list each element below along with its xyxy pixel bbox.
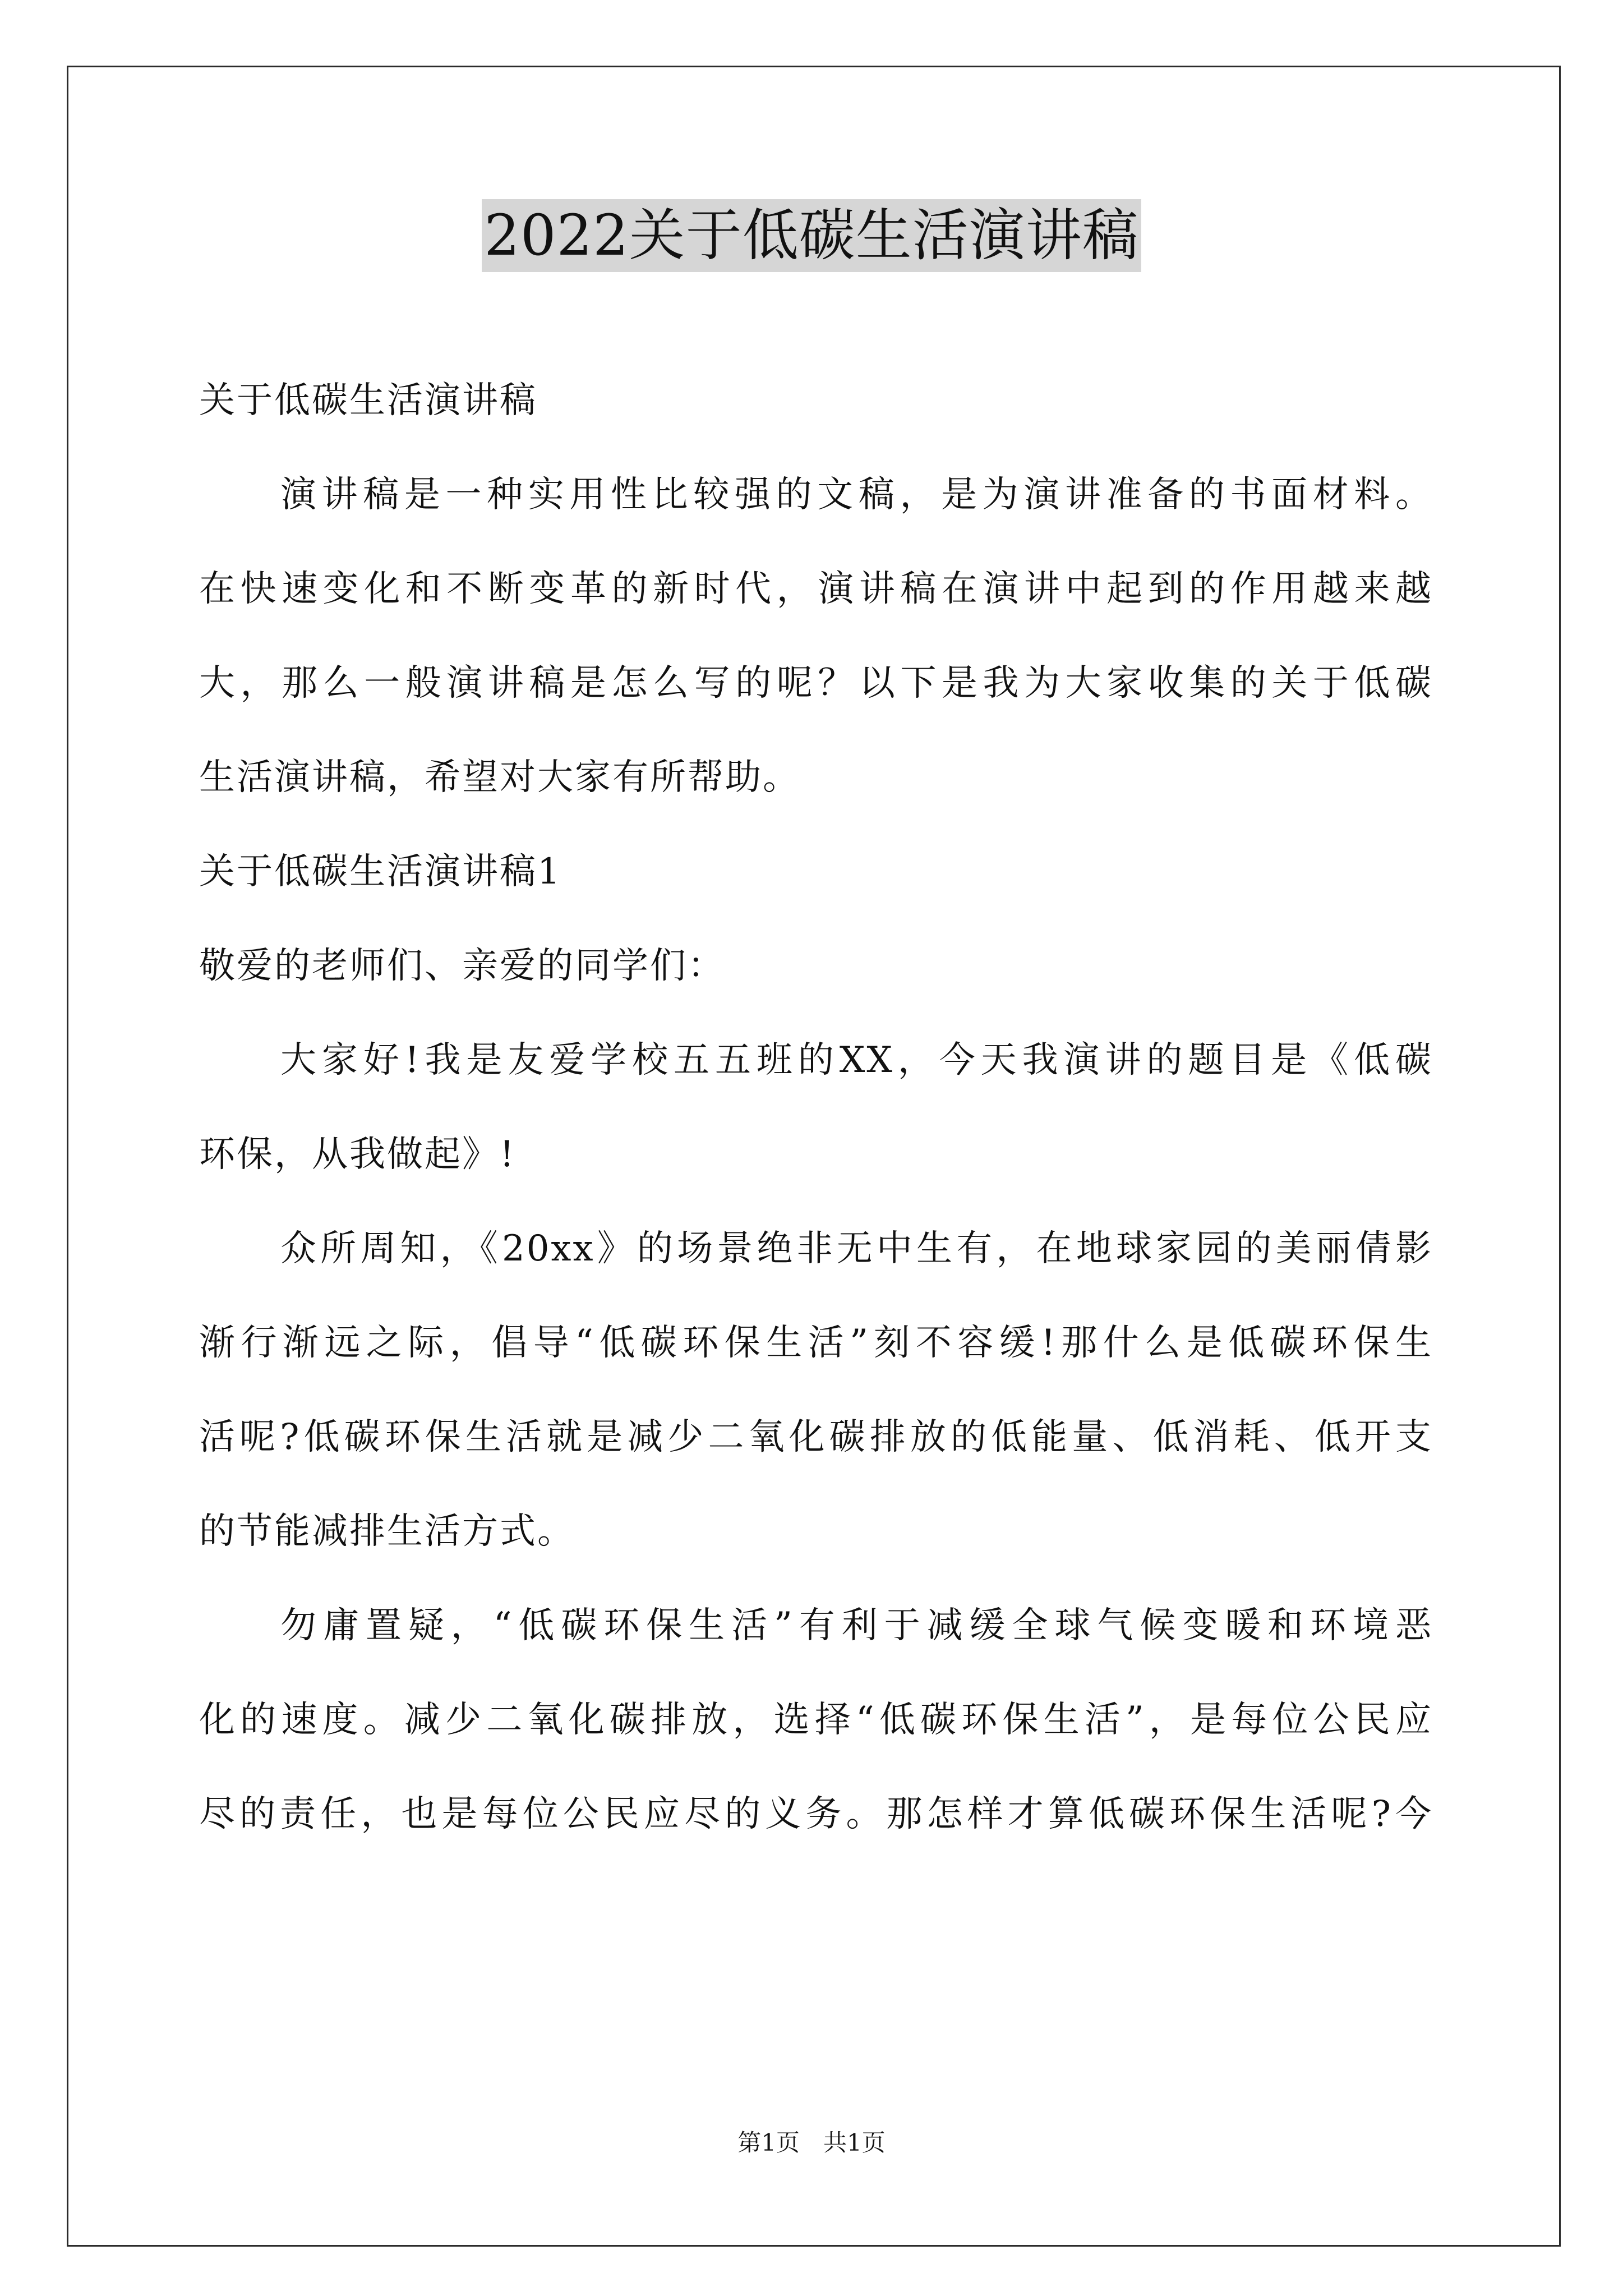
paragraph-line: 众所周知，《20xx》的场景绝非无中生有，在地球家园的美丽倩影 [280, 1228, 1433, 1269]
paragraph-line: 演讲稿是一种实用性比较强的文稿，是为演讲准备的书面材料。 [280, 474, 1433, 516]
paragraph-line: 大，那么一般演讲稿是怎么写的呢？以下是我为大家收集的关于低碳 [199, 662, 1433, 704]
title-container [0, 199, 1623, 272]
document-body [199, 353, 1433, 1861]
document-title: 2022关于低碳生活演讲稿 [482, 199, 1141, 272]
paragraph-line: 大家好!我是友爱学校五五班的XX，今天我演讲的题目是《低碳 [280, 1039, 1433, 1081]
section-heading: 关于低碳生活演讲稿 [199, 380, 537, 421]
paragraph-line: 生活演讲稿，希望对大家有所帮助。 [199, 757, 800, 798]
paragraph-line: 尽的责任，也是每位公民应尽的义务。那怎样才算低碳环保生活呢?今 [199, 1793, 1433, 1835]
paragraph-line: 勿庸置疑，“低碳环保生活”有利于减缓全球气候变暖和环境恶 [280, 1605, 1433, 1646]
salutation: 敬爱的老师们、亲爱的同学们： [199, 945, 725, 987]
paragraph-line: 在快速变化和不断变革的新时代，演讲稿在演讲中起到的作用越来越 [199, 568, 1433, 610]
page-number-footer: 第1页 共1页 [737, 2129, 886, 2156]
paragraph-line: 渐行渐远之际，倡导“低碳环保生活”刻不容缓!那什么是低碳环保生 [199, 1322, 1433, 1364]
paragraph-line: 的节能减排生活方式。 [199, 1511, 575, 1552]
paragraph-line: 化的速度。减少二氧化碳排放，选择“低碳环保生活”，是每位公民应 [199, 1699, 1433, 1741]
section-heading: 关于低碳生活演讲稿1 [199, 851, 562, 892]
paragraph-line: 活呢?低碳环保生活就是减少二氧化碳排放的低能量、低消耗、低开支 [199, 1416, 1433, 1458]
paragraph-line: 环保，从我做起》! [199, 1134, 516, 1175]
